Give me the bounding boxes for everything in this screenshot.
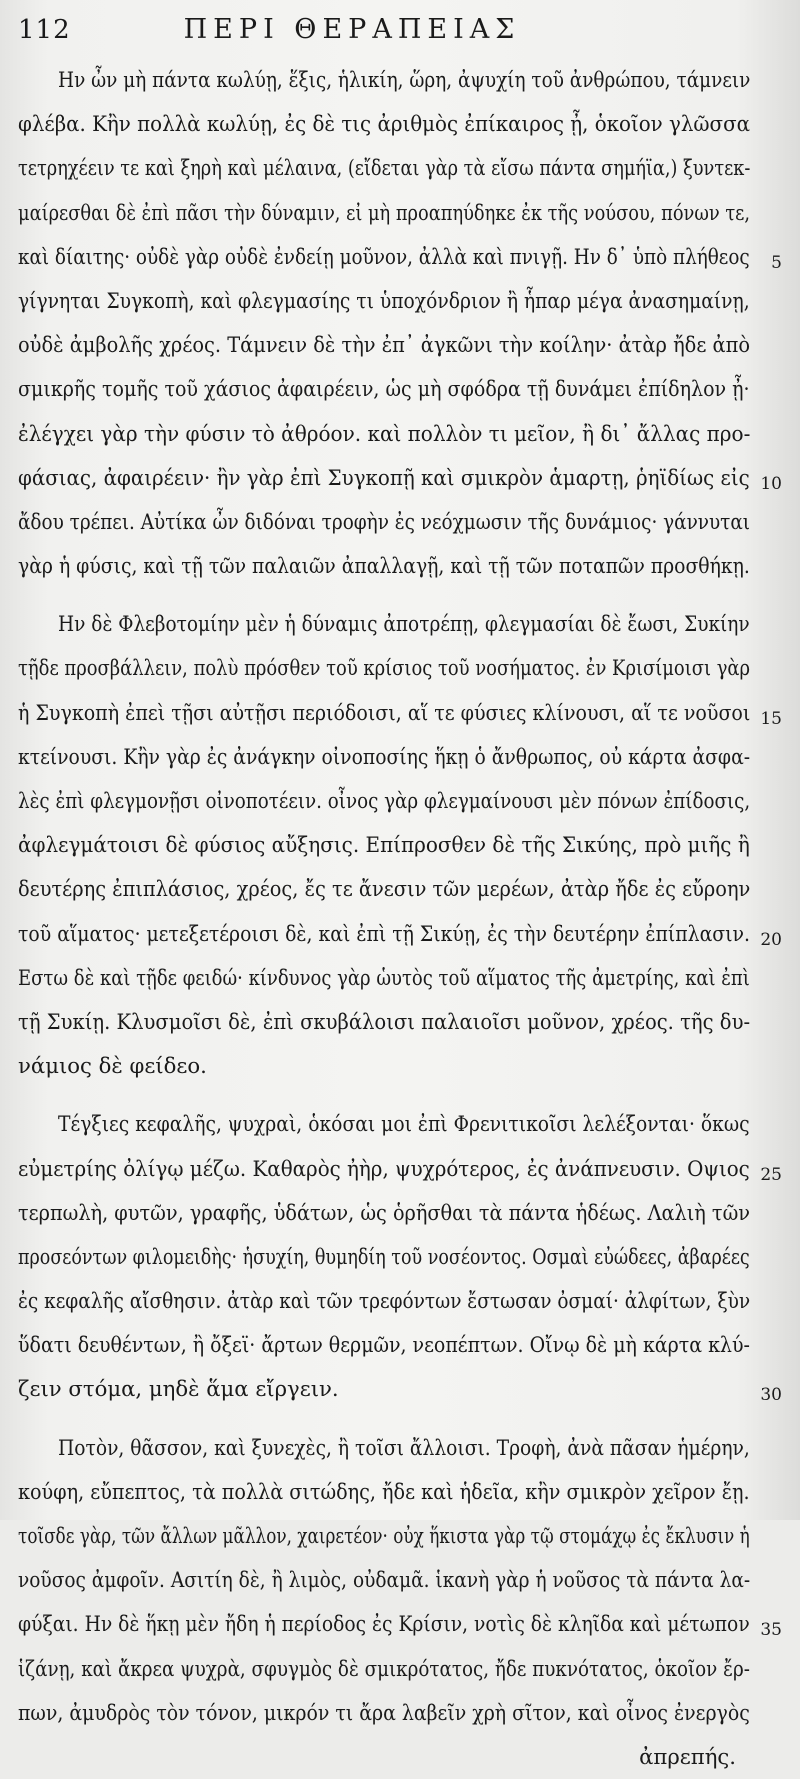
page-number: 112 (18, 15, 71, 45)
line-text: τῇδε προσβάλλειν, πολὺ πρόσθεν τοῦ κρίσιος τοῦ νοσήματος. ἐν Κρισίμοισι γὰρ (18, 655, 751, 681)
line-text: ζειν στόμα, μηδὲ ἅμα εἴργειν. (18, 1376, 339, 1402)
line-text: λὲς ἐπὶ φλεγμονῇσι οἰνοποτέειν. οἶνος γὰρ φλεγμαίνουσι μὲν πόνων ἐπίδοσις, (18, 788, 751, 813)
line-text: νάμιος δὲ φείδεο. (18, 1053, 207, 1079)
line-text: πων, ἀμυδρὸς τὸν τόνον, μικρόν τι ἄρα λαβεῖν χρὴ σῖτον, καὶ οἶνος ἐνεργὸς (18, 1699, 750, 1725)
line-text: ἡ Συγκοπὴ ἐπεὶ τῇσι αὐτῇσι περιόδοισι, αἵ τε φύσιες κλίνουσι, αἵ τε νοῦσοι (18, 699, 751, 725)
line-text: γὰρ ἡ φύσις, καὶ τῇ τῶν παλαιῶν ἀπαλλαγῇ, καὶ τῇ τῶν ποταπῶν προσθήκῃ. (18, 553, 750, 579)
text-line (18, 735, 776, 779)
running-title: ΠΕΡΙ ΘΕΡΑΠΕΙΑΣ (183, 14, 521, 45)
paragraph (18, 602, 782, 1088)
line-text: ἐς κεφαλῆς αἴσθησιν. ἀτὰρ καὶ τῶν τρεφόντων ἔστωσαν ὀσμαί· ἀλφίτων, ξὺν (18, 1288, 751, 1314)
paragraph (18, 1102, 782, 1411)
text-line (18, 912, 782, 956)
text-line (18, 1558, 776, 1602)
line-text: ἐλέγχει γὰρ τὴν φύσιν τὸ ἀθρόον. καὶ πολλὸν τι μεῖον, ἢ δι᾽ ἄλλας προ- (18, 420, 751, 446)
text-line (18, 1426, 776, 1470)
line-text: ἀπρεπής. (639, 1743, 736, 1769)
text-line (18, 1323, 776, 1367)
paragraph-gap (18, 1412, 776, 1426)
paragraph-gap (18, 1088, 776, 1102)
text-line (18, 1735, 776, 1779)
line-number: 20 (760, 929, 782, 950)
text-line (18, 1235, 776, 1279)
text-line (18, 235, 782, 279)
line-text: ἀφλεγμάτοισι δὲ φύσιος αὔξησις. Επίπροσθεν δὲ τῆς Σικύης, πρὸ μιῆς ἢ (18, 832, 750, 858)
text-line (18, 279, 776, 323)
line-text: σμικρῆς τομῆς τοῦ χάσιος ἀφαιρέειν, ὡς μὴ σφόδρα τῇ δυνάμει ἐπίδηλον ᾖ· (18, 376, 750, 402)
text-line (18, 956, 776, 1000)
line-text: ἱζάνῃ, καὶ ἄκρεα ψυχρὰ, σφυγμὸς δὲ σμικρότατος, ἤδε πυκνότατος, ὁκοῖον ἔρ- (18, 1655, 750, 1681)
line-text: ἄδου τρέπει. Αὐτίκα ὦν διδόναι τροφὴν ἐς νεόχμωσιν τῆς δυνάμιος· γάννυται (18, 508, 751, 534)
line-text: κτείνουσι. Κἢν γὰρ ἐς ἀνάγκην οἰνοποσίης ἥκῃ ὁ ἄνθρωπος, οὐ κάρτα ἀσφα- (18, 743, 751, 769)
text-line (18, 1000, 776, 1044)
line-number: 5 (771, 252, 782, 273)
text-line (18, 1147, 782, 1191)
line-text: νοῦσος ἀμφοῖν. Ασιτίη δὲ, ἢ λιμὸς, οὐδαμᾶ. ἱκανὴ γὰρ ἡ νοῦσος τὰ πάντα λα- (18, 1567, 751, 1593)
line-text: φάσιας, ἀφαιρέειν· ἢν γὰρ ἐπὶ Συγκοπῇ καὶ σμικρὸν ἁμαρτῃ, ῥηϊδίως εἰς (18, 464, 750, 490)
line-text: Τέγξιες κεφαλῆς, ψυχραὶ, ὁκόσαι μοι ἐπὶ Φρενιτικοῖσι λελέξονται· ὅκως (58, 1111, 750, 1137)
line-text: τετρηχέειν τε καὶ ξηρὴ καὶ μέλαινα, (εἴδεται γὰρ τὰ εἴσω πάντα σημήϊα,) ξυντεκ- (18, 155, 751, 181)
line-text: γίγνηται Συγκοπὴ, καὶ φλεγμασίης τι ὑποχόνδριον ἢ ἧπαρ μέγα ἀνασημαίνῃ, (18, 287, 750, 313)
text-line (18, 367, 776, 411)
line-text: κούφη, εὔπεπτος, τὰ πολλὰ σιτώδης, ἤδε καὶ ἡδεῖα, κἢν σμικρὸν χεῖρον ἔῃ. (18, 1478, 750, 1504)
text-line (18, 691, 782, 735)
text-line (18, 146, 776, 190)
line-text: εὐμετρίης ὀλίγῳ μέζω. Καθαρὸς ἠὴρ, ψυχρότερος, ἐς ἀνάπνευσιν. Οψιος (18, 1155, 750, 1181)
line-text: φλέβα. Κἢν πολλὰ κωλύῃ, ἐς δὲ τις ἀριθμὸς ἐπίκαιρος ᾖ, ὁκοῖον γλῶσσα (18, 111, 750, 137)
text-line (18, 1367, 782, 1411)
line-text: τερπωλὴ, φυτῶν, γραφῆς, ὑδάτων, ὡς ὁρῆσθαι τὰ πάντα ἡδέως. Λαλιὴ τῶν (18, 1199, 751, 1225)
text-line (18, 1514, 776, 1558)
paragraph (18, 1426, 782, 1779)
line-text: τοῖσδε γὰρ, τῶν ἄλλων μᾶλλον, χαιρετέον· οὐχ ἥκιστα γὰρ τῷ στομάχῳ ἐς ἔκλυσιν ἡ (18, 1523, 750, 1548)
text-line (18, 500, 776, 544)
text-line (18, 1102, 776, 1146)
text-line (18, 823, 776, 867)
line-number: 35 (760, 1620, 782, 1641)
text-line (18, 544, 776, 588)
text-line (18, 779, 776, 823)
text-line (18, 646, 776, 690)
paragraph (18, 58, 782, 588)
line-number: 25 (760, 1164, 782, 1185)
page-header (18, 14, 776, 58)
text-line (18, 58, 776, 102)
line-text: μαίρεσθαι δὲ ἐπὶ πᾶσι τὴν δύναμιν, εἰ μὴ προαπηύδηκε ἐκ τῆς νούσου, πόνων τε, (18, 199, 751, 225)
text-line (18, 1602, 782, 1646)
line-text: Εστω δὲ καὶ τῇδε φειδώ· κίνδυνος γὰρ ὡυτὸς τοῦ αἵματος τῆς ἀμετρίης, καὶ ἐπὶ (18, 964, 750, 990)
line-number: 30 (760, 1385, 782, 1406)
text-line (18, 1191, 776, 1235)
line-text: φύξαι. Ην δὲ ἥκῃ μὲν ἤδη ἡ περίοδος ἐς Κρίσιν, νοτὶς δὲ κληῖδα καὶ μέτωπον (18, 1611, 750, 1637)
line-text: καὶ δίαιτης· οὐδὲ γὰρ οὐδὲ ἐνδείῃ μοῦνον, ἀλλὰ καὶ πνιγῇ. Ην δ᾽ ὑπὸ πλήθεος (18, 243, 750, 269)
line-number: 15 (760, 708, 782, 729)
line-text: Ην ὦν μὴ πάντα κωλύῃ, ἕξις, ἡλικίη, ὥρη, ἀψυχίη τοῦ ἀνθρώπου, τάμνειν (58, 67, 751, 92)
line-number: 10 (760, 473, 782, 494)
line-text: οὐδὲ ἀμβολῆς χρέος. Τάμνειν δὲ τὴν ἐπ᾽ ἀγκῶνι τὴν κοίλην· ἀτὰρ ἤδε ἀπὸ (18, 332, 751, 358)
line-text: τῇ Συκίῃ. Κλυσμοῖσι δὲ, ἐπὶ σκυβάλοισι παλαιοῖσι μοῦνον, χρέος. τῆς δυ- (18, 1008, 751, 1034)
text-line (18, 1691, 776, 1735)
text-line (18, 191, 776, 235)
line-text: ὕδατι δευθέντων, ἢ ὄξεϊ· ἄρτων θερμῶν, νεοπέπτων. Οἴνῳ δὲ μὴ κάρτα κλύ- (18, 1332, 750, 1358)
text-line (18, 102, 776, 146)
paragraph-gap (18, 588, 776, 602)
text-body (18, 58, 782, 1779)
text-line (18, 412, 776, 456)
text-line (18, 1647, 776, 1691)
text-line (18, 456, 782, 500)
line-text: προσεόντων φιλομειδὴς· ἡσυχίη, θυμηδίη τοῦ νοσέοντος. Οσμαὶ εὐώδεες, ἀβαρέες (18, 1243, 750, 1269)
line-text: Ην δὲ Φλεβοτομίην μὲν ἡ δύναμις ἀποτρέπῃ, φλεγμασίαι δὲ ἔωσι, Συκίην (58, 611, 750, 637)
line-text: τοῦ αἵματος· μετεξετέροισι δὲ, καὶ ἐπὶ τῇ Σικύῃ, ἐς τὴν δευτέρην ἐπίπλασιν. (18, 920, 750, 946)
line-text: δευτέρης ἐπιπλάσιος, χρέος, ἔς τε ἄνεσιν τῶν μερέων, ἀτὰρ ἤδε ἐς εὔροην (18, 876, 751, 902)
text-line (18, 323, 776, 367)
text-line (18, 602, 776, 646)
text-line (18, 1279, 776, 1323)
line-text: Ποτὸν, θᾶσσον, καὶ ξυνεχὲς, ἢ τοῖσι ἄλλοισι. Τροφὴ, ἀνὰ πᾶσαν ἡμέρην, (58, 1434, 750, 1460)
text-line (18, 1470, 776, 1514)
text-line (18, 867, 776, 911)
text-line (18, 1044, 776, 1088)
